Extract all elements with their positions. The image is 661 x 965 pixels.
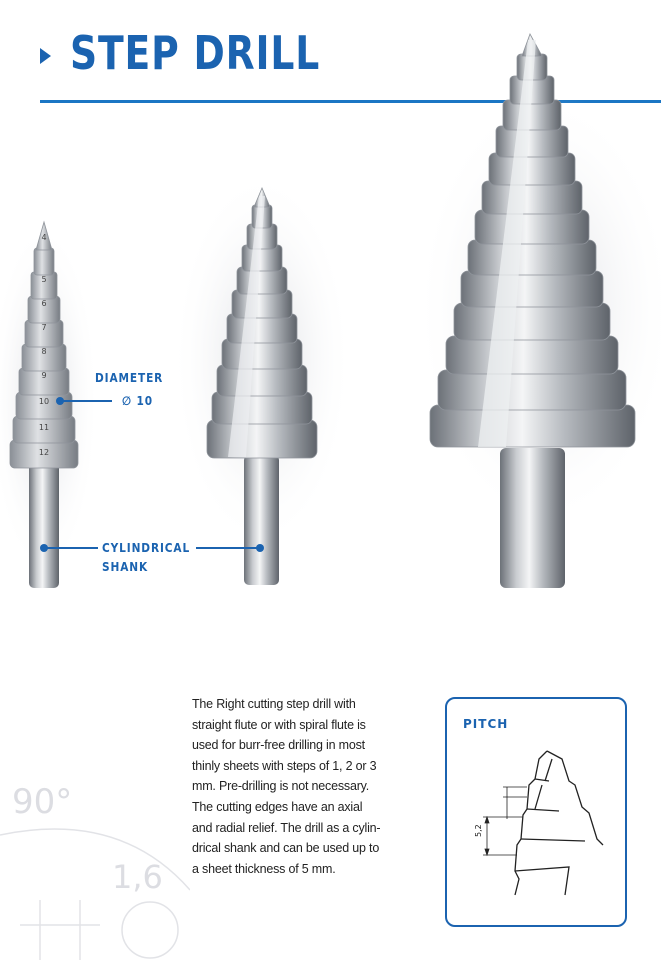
pitch-diagram — [447, 699, 625, 925]
shank-label-line1: CYLINDRICAL — [102, 541, 191, 555]
step-marking: 12 — [38, 448, 50, 457]
diameter-label: DIAMETER — [95, 371, 164, 385]
watermark-angle: 90° — [12, 782, 73, 822]
diameter-value: ∅ 10 — [122, 394, 153, 408]
step-marking: 4 — [41, 233, 47, 242]
description-line: mm. Pre-drilling is not necessary. — [192, 779, 370, 794]
page-title: STEP DRILL — [70, 26, 321, 80]
description-line: thinly sheets with steps of 1, 2 or 3 — [192, 758, 377, 773]
step-marking: 8 — [41, 347, 47, 356]
shank-label-line2: SHANK — [102, 560, 149, 574]
step-marking: 7 — [41, 323, 47, 332]
watermark-drawing — [0, 740, 190, 960]
watermark-size: 1,6 — [112, 858, 163, 896]
description-line: The Right cutting step drill with — [192, 697, 356, 711]
drill-illustrations — [0, 20, 661, 620]
pitch-dimension: 5,2 — [474, 824, 483, 837]
description-line: and radial relief. The drill as a cylin- — [192, 820, 381, 835]
description-line: drical shank and can be used up to — [192, 841, 380, 856]
background-watermark — [0, 740, 190, 960]
pitch-diagram-box — [445, 697, 627, 927]
step-marking: 5 — [41, 275, 47, 284]
large-step-drill — [415, 34, 661, 588]
step-marking: 11 — [38, 423, 50, 432]
description-line: used for burr-free drilling in most — [192, 738, 365, 753]
description-line: The cutting edges have an axial — [192, 799, 363, 814]
pitch-title: PITCH — [463, 717, 509, 731]
small-step-drill — [0, 220, 99, 588]
description-line: a sheet thickness of 5 mm. — [192, 861, 336, 876]
description-paragraph — [192, 694, 410, 879]
description-line: straight flute or with spiral flute is — [192, 717, 366, 732]
step-marking: 6 — [41, 299, 47, 308]
step-marking: 9 — [41, 371, 47, 380]
medium-step-drill — [172, 170, 352, 585]
step-marking: 10 — [38, 397, 50, 406]
